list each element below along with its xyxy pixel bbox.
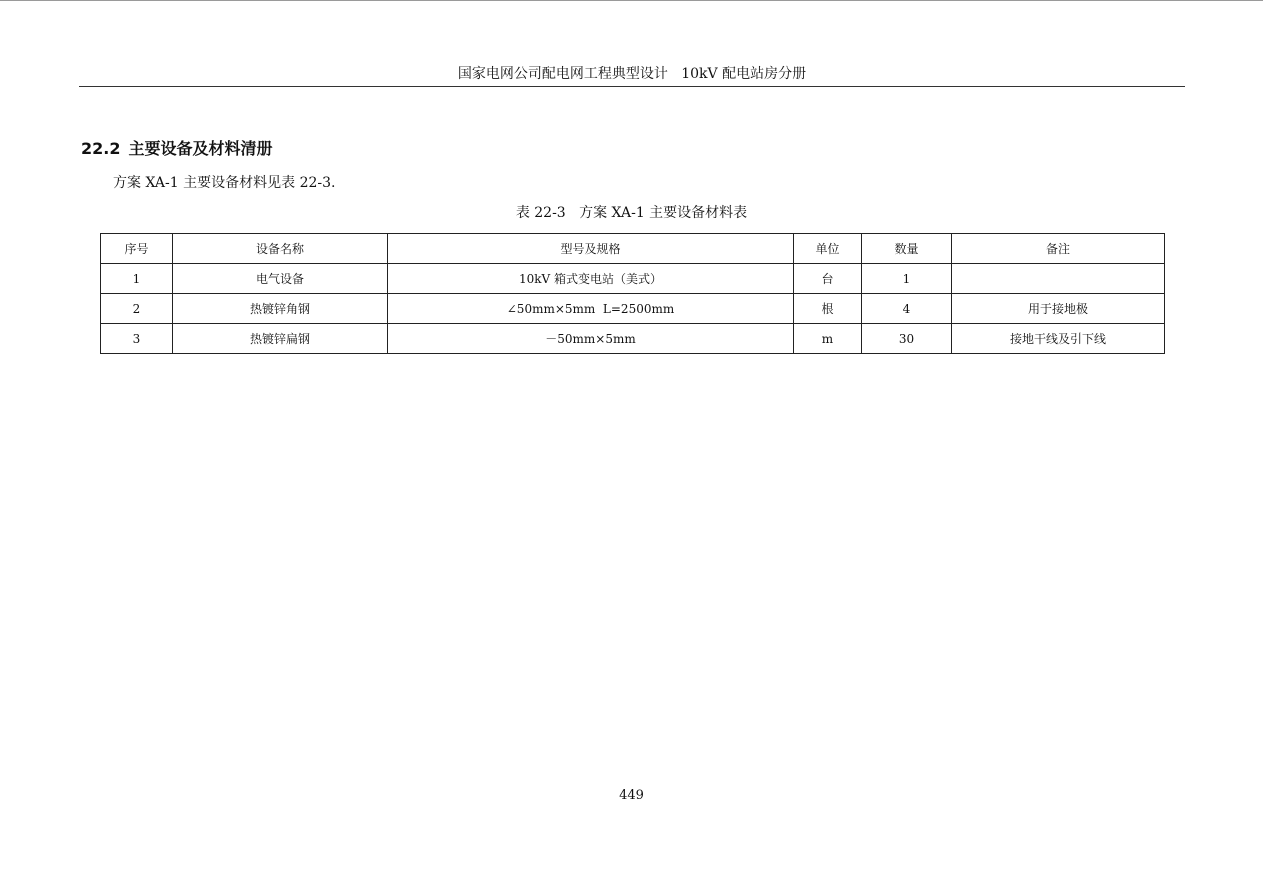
cell-remarks: 接地干线及引下线 — [952, 324, 1165, 354]
table-row — [101, 324, 1165, 354]
cell-serial: 3 — [101, 324, 173, 354]
column-header-quantity: 数量 — [862, 234, 952, 264]
cell-unit: m — [794, 324, 862, 354]
column-header-model-spec: 型号及规格 — [388, 234, 794, 264]
cell-serial: 2 — [101, 294, 173, 324]
page-number: 449 — [619, 788, 644, 803]
cell-model-spec: ∠50mm×5mm L=2500mm — [388, 294, 794, 324]
column-header-serial: 序号 — [101, 234, 173, 264]
column-header-unit: 单位 — [794, 234, 862, 264]
table-caption: 表 22-3 方案 XA-1 主要设备材料表 — [515, 205, 748, 221]
column-header-remarks: 备注 — [952, 234, 1165, 264]
table-header-row — [101, 234, 1165, 264]
cell-quantity: 1 — [862, 264, 952, 294]
column-header-equipment-name: 设备名称 — [173, 234, 388, 264]
cell-model-spec: 10kV 箱式变电站（美式） — [388, 264, 794, 294]
cell-remarks: 用于接地极 — [952, 294, 1165, 324]
section-heading — [81, 137, 273, 161]
cell-equipment-name: 电气设备 — [173, 264, 388, 294]
intro-paragraph: 方案 XA-1 主要设备材料见表 22-3. — [113, 175, 336, 191]
cell-unit: 台 — [794, 264, 862, 294]
cell-equipment-name: 热镀锌角钢 — [173, 294, 388, 324]
cell-model-spec: －50mm×5mm — [388, 324, 794, 354]
cell-remarks — [952, 264, 1165, 294]
cell-unit: 根 — [794, 294, 862, 324]
section-number: 22.2 — [81, 139, 121, 158]
top-border-line — [0, 0, 1263, 1]
section-title: 主要设备及材料清册 — [128, 139, 273, 158]
materials-table — [100, 233, 1165, 354]
table-row — [101, 294, 1165, 324]
cell-quantity: 4 — [862, 294, 952, 324]
cell-quantity: 30 — [862, 324, 952, 354]
table-row — [101, 264, 1165, 294]
cell-equipment-name: 热镀锌扁钢 — [173, 324, 388, 354]
cell-serial: 1 — [101, 264, 173, 294]
running-header: 国家电网公司配电网工程典型设计 10kV 配电站房分册 — [79, 62, 1185, 87]
